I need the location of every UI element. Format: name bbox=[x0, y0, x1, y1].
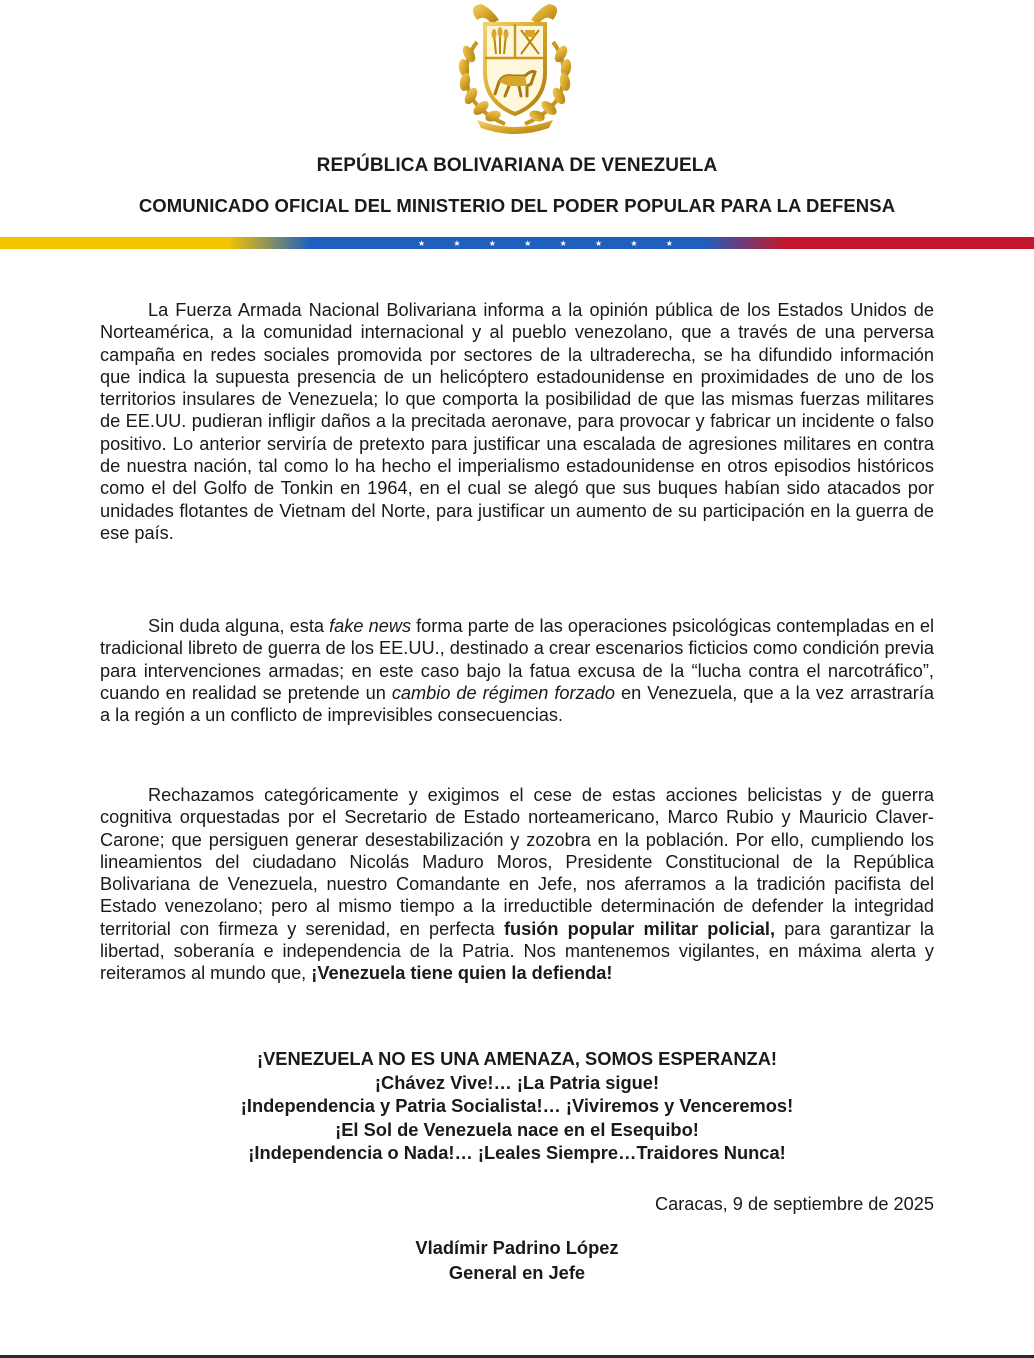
fake-news-term: fake news bbox=[329, 616, 412, 636]
slogans-block bbox=[100, 1047, 934, 1165]
communique-title: COMUNICADO OFICIAL DEL MINISTERIO DEL PODER POPULAR PARA LA DEFENSA bbox=[138, 195, 896, 216]
slogan-line: ¡El Sol de Venezuela nace en el Esequibo! bbox=[335, 1118, 699, 1140]
slogan-line: ¡VENEZUELA NO ES UNA AMENAZA, SOMOS ESPERANZA! bbox=[256, 1048, 778, 1069]
venezuela-coat-of-arms-icon bbox=[447, 2, 583, 134]
paragraph-3-text-a: Rechazamos categóricamente y exigimos el cese de estas acciones belicistas y de guerra cognitiva orquestadas por el Secretario de Estado norteamericano, Marco Rubio y Mauricio Claver-Carone; que persiguen generar desestabilización y zozobra en la población. Por ello, cumpliendo los lineamientos del ciudadano Nicolás Maduro Moros, Presidente Constitucional de la República Bolivariana de Venezuela, nuestro Comandante en Jefe, nos aferramos a la tradición pacifista del Estado venezolano; pero al mismo tiempo a la irreductible determinación de defender la integridad territorial con firmeza y serenidad, en perfecta bbox=[100, 785, 934, 939]
paragraph-2-text-b: forma parte de las operaciones psicológicas contempladas en el tradicional libreto de guerra de los EE.UU., destinado a crear escenarios ficticios como condición previa para intervenciones armadas; en este caso bajo la fatua excusa de la “lucha contra el narcotráfico”, cuando en realidad se pretende un bbox=[100, 616, 935, 703]
flag-stars: ★ ★ ★ ★ ★ ★ ★ ★ bbox=[418, 239, 686, 248]
paragraph-2 bbox=[100, 615, 934, 726]
place-date: Caracas, 9 de septiembre de 2025 bbox=[654, 1194, 934, 1214]
country-title: REPÚBLICA BOLIVARIANA DE VENEZUELA bbox=[316, 155, 718, 176]
regime-change-term: cambio de régimen forzado bbox=[391, 682, 616, 703]
paragraph-3-text-b: para garantizar la libertad, soberanía e independencia de la Patria. Nos mantenemos vigilantes, en máxima alerta y reiteramos al mundo que, bbox=[100, 918, 934, 984]
fusion-term: fusión popular militar policial, bbox=[503, 918, 776, 939]
closing-exclamation: ¡Venezuela tiene quien la defienda! bbox=[311, 963, 613, 984]
paragraph-1-text: La Fuerza Armada Nacional Bolivariana informa a la opinión pública de los Estados Unidos de Norteamérica, a la comunidad internacional y al pueblo venezolano, que a través de una perversa campaña en redes sociales promovida por sectores de la ultraderecha, se ha difundido información que indica la supuesta presencia de un helicóptero estadounidense en proximidades de uno de los territorios insulares de Venezuela; lo que comporta la posibilidad de que las mismas fuerzas militares de EE.UU. pudieran infligir daños a la precitada aeronave, para provocar y fabricar un incidente o falso positivo. Lo anterior serviría de pretexto para justificar una escalada de agresiones militares en contra de nuestra nación, tal como lo ha hecho el imperialismo estadounidense en otros episodios históricos como el del Golfo de Tonkin en 1964, en el cual se alegó que sus buques habían sido atacados por unidades flotantes de Vietnam del Norte, para justificar un aumento de su participación en la guerra de ese país. bbox=[100, 300, 934, 543]
slogan-line: ¡Independencia y Patria Socialista!… ¡Viviremos y Venceremos! bbox=[240, 1095, 794, 1116]
paragraph-2-text-a: Sin duda alguna, esta bbox=[148, 616, 330, 636]
slogan-line: ¡Independencia o Nada!… ¡Leales Siempre…Traidores Nunca! bbox=[248, 1142, 786, 1163]
signatory-title: General en Jefe bbox=[448, 1262, 586, 1283]
paragraph-1 bbox=[100, 299, 934, 544]
paragraph-2-text-c: en Venezuela, que a la vez arrastraría a la región a un conflicto de imprevisibles consecuencias. bbox=[100, 682, 935, 726]
signatory-name: Vladímir Padrino López bbox=[415, 1237, 619, 1258]
paragraph-3 bbox=[100, 784, 934, 985]
slogan-line: ¡Chávez Vive!… ¡La Patria sigue! bbox=[374, 1071, 660, 1093]
